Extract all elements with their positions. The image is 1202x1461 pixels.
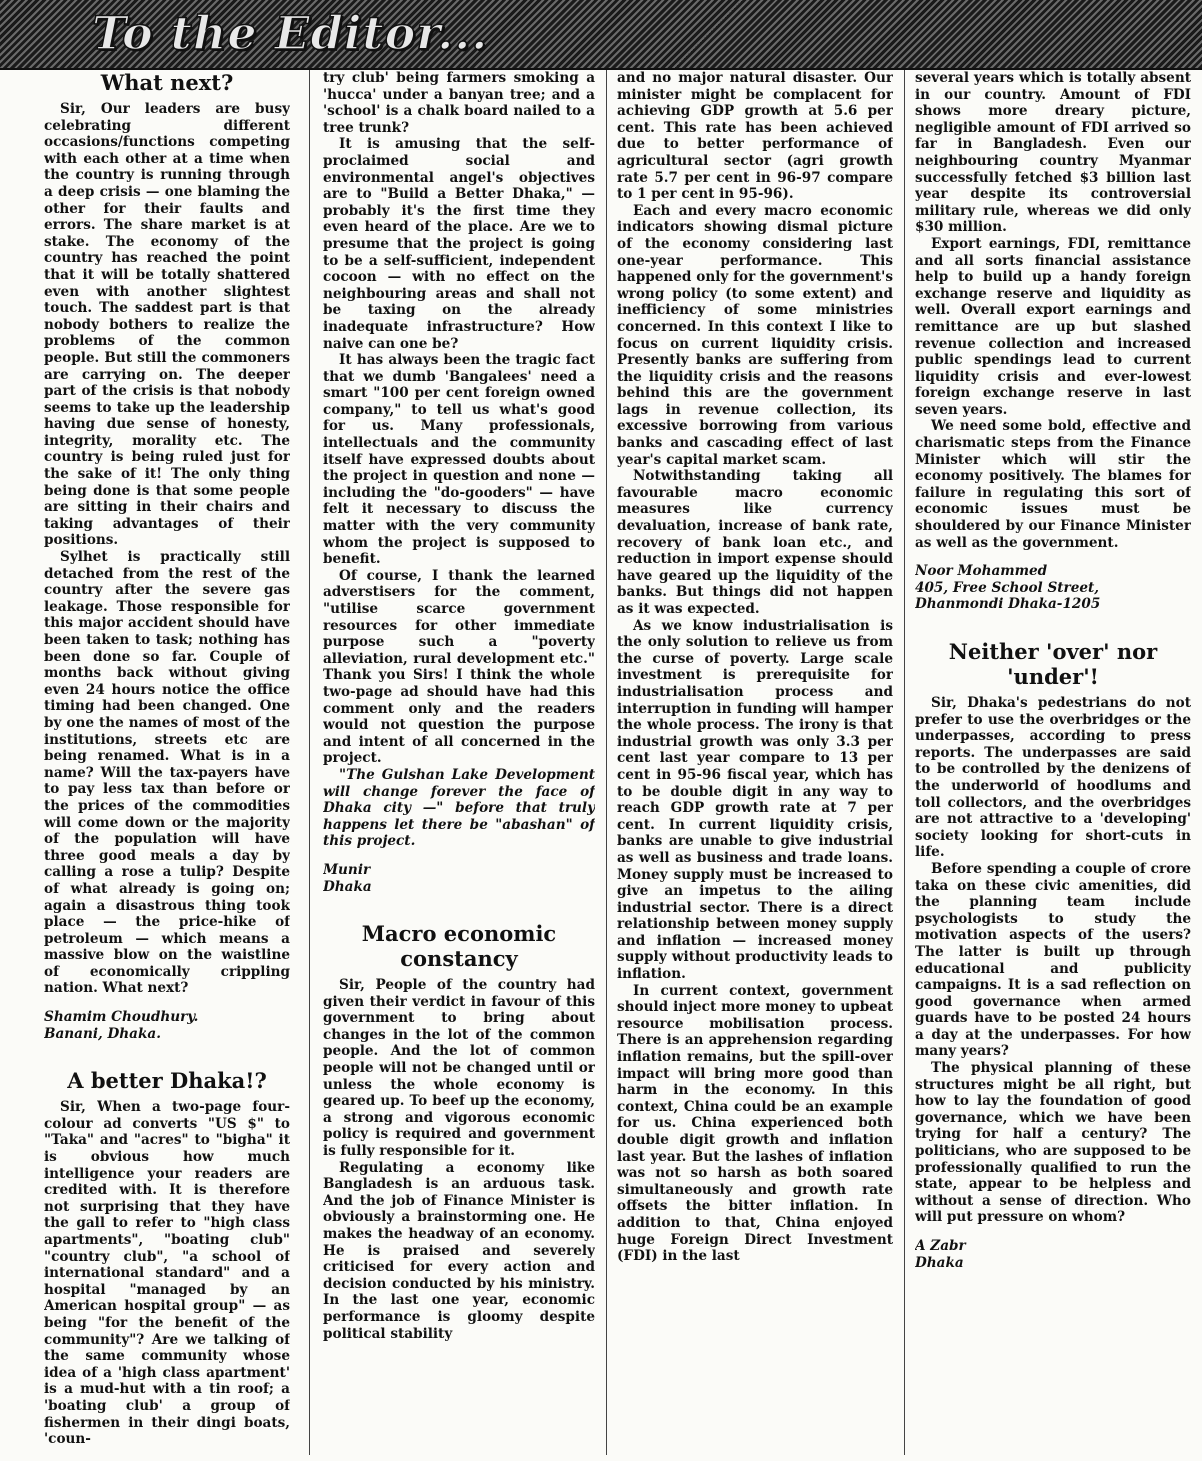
column-1	[44, 70, 290, 1455]
signature-address: 405, Free School Street,	[915, 579, 1100, 596]
headline-macro-economic: Macro economic constancy	[361, 921, 557, 972]
headline-neither-over-nor-under: Neither 'over' nor 'under'!	[948, 639, 1158, 689]
signature-name: Munir	[323, 861, 371, 878]
column-rule	[309, 70, 310, 1455]
letter-paragraph: Each and every macro economic indicators showing dismal picture of the economy considering last one-year performance. This happened only for the government's wrong policy (to some extent) and inefficiency of some ministries concerned. In this context I like to focus on current liquidity crisis. Presently banks are suffering from the liquidity crisis and the reasons behind this are the government lags in revenue collection, its excessive borrowing from various banks and cascading effect of last year's capital market scam.	[617, 202, 893, 468]
signature-place: Dhaka	[915, 1254, 964, 1271]
letter-paragraph: We need some bold, effective and charismatic steps from the Finance Minister which will stir the economy positively. The blames for failure in regulating this sort of economic issues must be shouldered by our Finance Minister as well as the government.	[915, 418, 1191, 551]
letter-paragraph: As we know industrialisation is the only solution to relieve us from the curse of poverty. Large scale investment is prerequisite for industrialisation process and interruption in funding will hamper the whole process. The irony is that industrial growth was only 3.3 per cent last year compare to 13 per cent in 95-96 fiscal year, which has to be double digit in any way to reach GDP growth rate at 7 per cent. In current liquidity crisis, banks are unable to give industrial as well as business and trade loans. Money supply must be increased to give an impetus to the ailing industrial sector. There is a direct relationship between money supply and inflation — increased money supply without productivity leads to inflation.	[617, 617, 893, 983]
signature	[323, 862, 595, 895]
signature-name: Shamim Choudhury.	[44, 1009, 199, 1026]
letter-paragraph: In current context, government should inject more money to upbeat resource mobilisation process. There is an apprehension regarding inflation remains, but the spill-over impact will bring more good than harm in the economy. In this context, China could be an example for us. China experienced both double digit growth and inflation last year. But the lashes of inflation was not so harsh as both soared simultaneously and growth rate offsets the bitter inflation. In addition to that, China enjoyed huge Foreign Direct Investment (FDI) in the last	[617, 982, 893, 1265]
letter-paragraph: several years which is totally absent in our country. Amount of FDI shows more dreary picture, negligible amount of FDI arrived so far in Bangladesh. Even our neighbouring country Myanmar successfully fetched $3 billion last year despite its controversial military rule, whereas we did only $30 million.	[915, 70, 1191, 236]
letter-paragraph: Sir, Dhaka's pedestrians do not prefer to use the overbridges or the underpasses, according to press reports. The underpasses are said to be controlled by the denizens of the underworld of hoodlums and toll collectors, and the overbridges are not attractive to a 'developing' society looking for short-cuts in life.	[915, 695, 1191, 861]
letter-paragraph: Notwithstanding taking all favourable macro economic measures like currency devaluation, increase of bank rate, recovery of bank loan etc., and reduction in import expense should have geared up the liquidity of the banks. But things did not happen as it was expected.	[617, 468, 893, 617]
column-rule	[904, 70, 905, 1455]
letter-paragraph: It is amusing that the self-proclaimed social and environmental angel's objectives are to "Build a Better Dhaka," — probably it's the first time they even heard of the place. Are we to presume that the project is going to be a self-sufficient, independent cocoon — with no effect on the neighbouring areas and shall not be taxing on the already inadequate infrastructure? How naive can one be?	[323, 136, 595, 352]
signature-place: Dhanmondi Dhaka-1205	[915, 596, 1101, 613]
signature	[44, 1009, 290, 1042]
signature	[915, 1238, 1191, 1271]
letter-paragraph: The physical planning of these structures might be all right, but how to lay the foundation of good governance, which we have been trying for half a century? The politicians, who are supposed to be professionally qualified to run the state, appear to be helpless and without a sense of direction. Who will put pressure on whom?	[915, 1060, 1191, 1226]
signature-name: A Zabr	[915, 1238, 966, 1254]
headline-better-dhaka: A better Dhaka!?	[67, 1068, 267, 1094]
letter-paragraph: It has always been the tragic fact that we dumb 'Bangalees' need a smart "100 per cent foreign owned company," to tell us what's good for us. Many professionals, intellectuals and the community itself have expressed doubts about the project in question and none — including the "do-gooders" — have felt it necessary to discuss the matter with the very community whom the project is supposed to benefit.	[323, 352, 595, 568]
letter-paragraph: and no major natural disaster. Our minister might be complacent for achieving GDP growth at 5.6 per cent. This rate has been achieved due to better performance of agricultural sector (agri growth rate 5.7 per cent in 96-97 compare to 1 per cent in 95-96).	[617, 70, 893, 203]
letter-paragraph: Before spending a couple of crore taka on these civic amenities, did the planning team include psychologists to study the motivation aspects of the users? The latter is built up through educational and publicity campaigns. It is a sad reflection on good governance when armed guards have to be posted 24 hours a day at the underpasses. For how many years?	[915, 860, 1191, 1060]
headline-what-next: What next?	[100, 70, 234, 95]
letter-paragraph: Sir, People of the country had given their verdict in favour of this government to bring about changes in the lot of the common people. And the lot of common people will not be changed until or unless the whole economy is geared up. To beef up the economy, a strong and vigorous economic policy is required and government is fully responsible for it.	[323, 977, 595, 1160]
signature-place: Dhaka	[323, 878, 372, 895]
letter-paragraph: Regulating a economy like Bangladesh is an arduous task. And the job of Finance Minister is obviously a brainstorming one. He makes the headway of an economy. He is praised and severely criticised for every action and decision conducted by his ministry. In the last one year, economic performance is gloomy despite political stability	[323, 1159, 595, 1342]
column-rule	[606, 70, 607, 1455]
column-3	[617, 70, 893, 1455]
banner-title: To the Editor...	[92, 6, 489, 60]
letter-paragraph: Sylhet is practically still detached from the rest of the country after the severe gas leakage. Those responsible for this major accident should have been taken to task; nothing has been done so far. Couple of months back without giving even 24 hours notice the office timing had been changed. One by one the names of most of the institutions, streets etc are being renamed. What is in a name? Will the tax-payers have to pay less tax than before or the prices of the commodities will come down or the majority of the population will have three good meals a day by calling a rose a tulip? Despite of what already is going on; again a disastrous thing took place — the price-hike of petroleum — which means a massive blow on the waistline of economically crippling nation. What next?	[44, 549, 290, 997]
column-4	[915, 70, 1191, 1455]
signature-name: Noor Mohammed	[915, 563, 1048, 580]
signature	[915, 563, 1191, 613]
letter-paragraph: try club' being farmers smoking a 'hucca' under a banyan tree; and a 'school' is a chalk board nailed to a tree trunk?	[323, 70, 595, 136]
column-2	[323, 70, 595, 1455]
banner	[0, 0, 1202, 70]
letter-paragraph: Of course, I thank the learned adverstisers for the comment, "utilise scarce government resources for other immediate purpose such a "poverty alleviation, rural development etc." Thank you Sirs! I think the whole two-page ad should have had this comment only and the readers would not question the purpose and intent of all concerned in the project.	[323, 567, 595, 767]
letter-paragraph: Sir, Our leaders are busy celebrating different occasions/functions competing with each other at a time when the country is running through a deep crisis — one blaming the other for their faults and errors. The share market is at stake. The economy of the country has reached the point that it will be totally shattered even with another slightest touch. The saddest part is that nobody bothers to realize the problems of the common people. But still the commoners are carrying on. The deeper part of the crisis is that nobody seems to take up the leadership having due sense of honesty, integrity, morality etc. The country is being ruled just for the sake of it! The only thing being done is that some people are sitting in their chairs and taking advantages of their positions.	[44, 101, 290, 549]
letter-paragraph: Sir, When a two-page four-colour ad converts "US $" to "Taka" and "acres" to "bigha" it is obvious how much intelligence your readers are credited with. It is therefore not surprising that they have the gall to refer to "high class apartments", "boating club" "country club", "a school of international standard" and a hospital "managed by an American hospital group" — as being "for the benefit of the community"? Are we talking of the same community whose idea of a 'high class apartment' is a mud-hut with a tin roof; a 'boating club' a group of fishermen in their dingi boats, 'coun-	[44, 1099, 290, 1448]
letter-paragraph: Export earnings, FDI, remittance and all sorts financial assistance help to build up a handy foreign exchange reserve and liquidity as well. Overall export earnings and remittance are up but slashed revenue collection and increased public spendings lead to current liquidity crisis and ever-lowest foreign exchange reserve in last seven years.	[915, 235, 1191, 418]
letter-paragraph: "The Gulshan Lake Development will change forever the face of Dhaka city —" before that truly happens let there be "abashan" of this project.	[323, 766, 595, 850]
signature-place: Banani, Dhaka.	[44, 1025, 161, 1042]
